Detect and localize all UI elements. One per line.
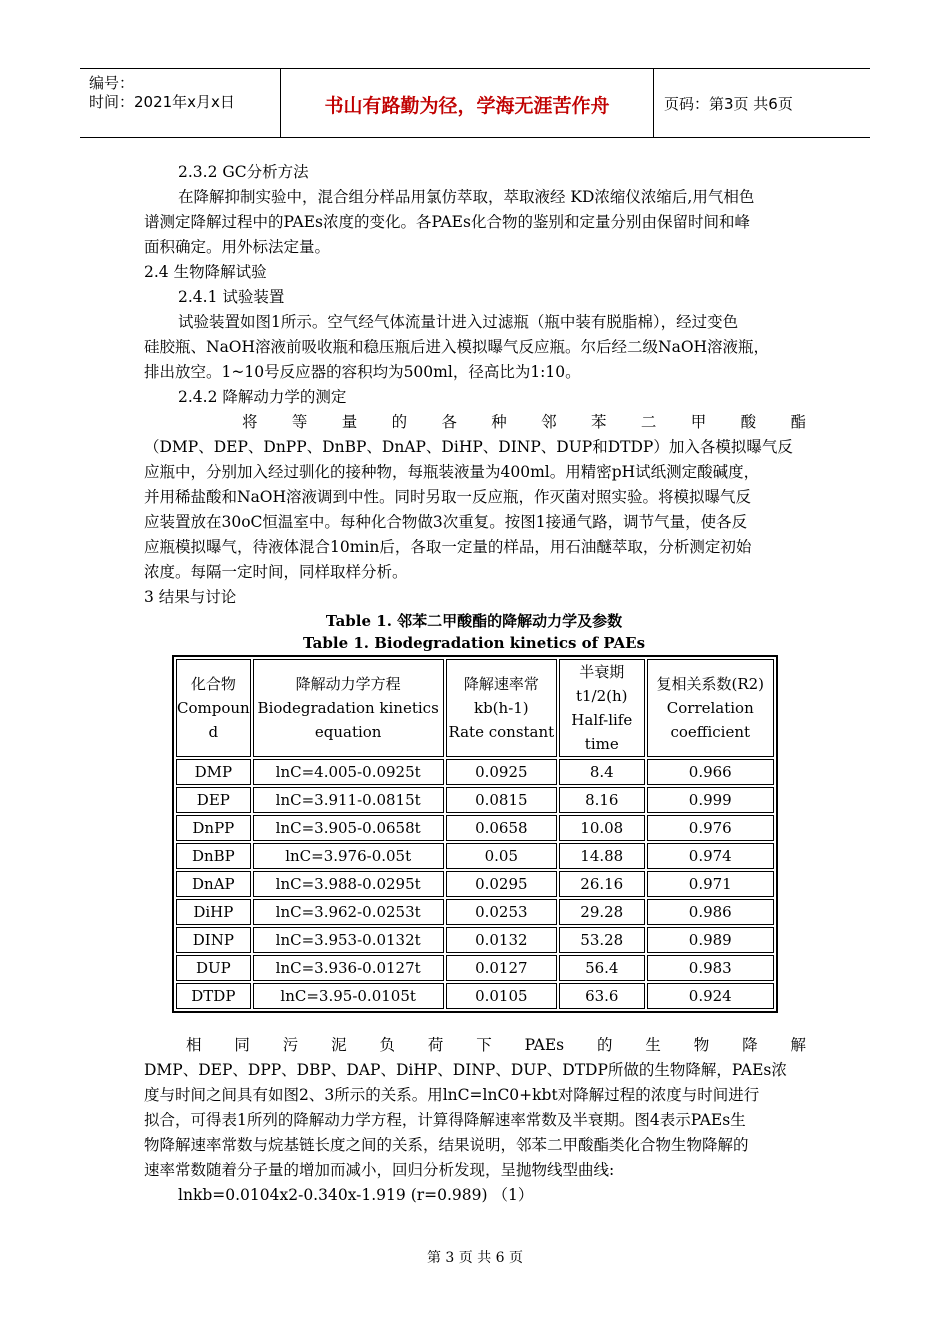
table-row [176, 843, 774, 869]
kinetics-table [172, 655, 778, 1013]
cell-equation: lnC=3.95-0.0105t [253, 983, 444, 1009]
cell-half-life: 56.4 [559, 955, 645, 981]
word: 苯 [591, 413, 607, 431]
header-center-cell [281, 69, 654, 137]
header-left-cell [80, 69, 281, 137]
paragraph-3-line-6: 应瓶模拟曝气，待液体混合10min后，各取一定量的样品，用石油醚萃取，分析测定初始 [144, 538, 752, 556]
word: 污 [282, 1036, 299, 1054]
cell-equation: lnC=3.911-0.0815t [253, 787, 444, 813]
cell-compound: DEP [176, 787, 251, 813]
table-row [176, 815, 774, 841]
cell-compound: DTDP [176, 983, 251, 1009]
cell-correlation: 0.976 [647, 815, 774, 841]
cell-rate: 0.0132 [446, 927, 557, 953]
cell-half-life: 8.4 [559, 759, 645, 785]
word: 邻 [541, 413, 557, 431]
word: 各 [441, 413, 457, 431]
paragraph-3-line-1 [242, 410, 806, 434]
paragraph-2-line-2: 硅胶瓶、NaOH溶液前吸收瓶和稳压瓶后进入模拟曝气反应瓶。尔后经二级NaOH溶液瓶， [144, 338, 770, 356]
header-half-life: 半衰期 t1/2(h) Half-life time [559, 659, 645, 757]
table-header-row [176, 659, 774, 757]
table-row [176, 927, 774, 953]
cell-equation: lnC=4.005-0.0925t [253, 759, 444, 785]
word: 降 [742, 1036, 758, 1054]
cell-equation: lnC=3.953-0.0132t [253, 927, 444, 953]
word: 下 [476, 1036, 492, 1054]
word: 量 [341, 413, 358, 431]
paragraph-3-line-2: （DMP、DEP、DnPP、DnBP、DnAP、DiHP、DINP、DUP和DTDP）加入各模拟曝气反 [144, 438, 793, 456]
header-correlation: 复相关系数(R2) Correlation coefficient [647, 659, 774, 757]
cell-compound: DiHP [176, 899, 251, 925]
header-motto: 书山有路勤为径，学海无涯苦作舟 [324, 95, 610, 117]
cell-half-life: 26.16 [559, 871, 645, 897]
word: 荷 [427, 1036, 444, 1054]
table-caption-cn: Table 1. 邻苯二甲酸酯的降解动力学及参数 [325, 612, 623, 630]
word: 等 [291, 413, 308, 431]
table-caption-en: Table 1. Biodegradation kinetics of PAEs [302, 634, 646, 652]
cell-correlation: 0.983 [647, 955, 774, 981]
cell-half-life: 29.28 [559, 899, 645, 925]
cell-compound: DMP [176, 759, 251, 785]
cell-correlation: 0.986 [647, 899, 774, 925]
header-compound: 化合物 Compoun d [176, 659, 251, 757]
paragraph-3-line-3: 应瓶中，分别加入经过驯化的接种物，每瓶装液量为400ml。用精密pH试纸测定酸碱度， [144, 463, 760, 481]
table-row [176, 983, 774, 1009]
table-row [176, 787, 774, 813]
page-footer: 第 3 页 共 6 页 [426, 1250, 524, 1266]
cell-compound: DUP [176, 955, 251, 981]
word: 种 [491, 413, 507, 431]
cell-compound: DnBP [176, 843, 251, 869]
cell-equation: lnC=3.936-0.0127t [253, 955, 444, 981]
cell-equation: lnC=3.988-0.0295t [253, 871, 444, 897]
document-number-label: 编号： [89, 74, 135, 92]
word: 的 [391, 413, 408, 431]
word: 负 [379, 1036, 396, 1054]
cell-correlation: 0.971 [647, 871, 774, 897]
paragraph-1-line-2: 谱测定降解过程中的PAEs浓度的变化。各PAEs化合物的鉴别和定量分别由保留时间和峰 [144, 213, 750, 231]
cell-rate: 0.0658 [446, 815, 557, 841]
paragraph-4-line-4: 拟合，可得表1所列的降解动力学方程，计算得降解速率常数及半衰期。图4表示PAEs生 [144, 1111, 746, 1129]
section-2-4-title: 2.4 生物降解试验 [144, 263, 267, 281]
cell-half-life: 8.16 [559, 787, 645, 813]
paragraph-4-line-2: DMP、DEP、DPP、DBP、DAP、DiHP、DINP、DUP、DTDP所做的生物降解，PAEs浓 [144, 1061, 787, 1079]
table-row [176, 899, 774, 925]
cell-half-life: 14.88 [559, 843, 645, 869]
word: 酯 [790, 413, 806, 431]
paragraph-1-line-3: 面积确定。用外标法定量。 [144, 238, 331, 256]
cell-rate: 0.0925 [446, 759, 557, 785]
cell-rate: 0.0105 [446, 983, 557, 1009]
word: 泥 [331, 1036, 347, 1054]
cell-half-life: 63.6 [559, 983, 645, 1009]
table-row [176, 759, 774, 785]
word: 将 [242, 413, 258, 431]
word: 酸 [740, 413, 757, 431]
word: 甲 [690, 413, 707, 431]
cell-rate: 0.0253 [446, 899, 557, 925]
word: 生 [645, 1036, 661, 1054]
paragraph-2-line-3: 排出放空。1~10号反应器的容积均为500ml，径高比为1:10。 [144, 363, 581, 381]
header-right-cell [654, 69, 870, 137]
header-rate-constant: 降解速率常 kb(h-1) Rate constant [446, 659, 557, 757]
paragraph-4-line-3: 度与时间之间具有如图2、3所示的关系。用lnC=lnC0+kbt对降解过程的浓度与时间进行 [144, 1086, 760, 1104]
equation-line: lnkb=0.0104x2-0.340x-1.919 (r=0.989) （1） [178, 1186, 534, 1204]
cell-equation: lnC=3.976-0.05t [253, 843, 444, 869]
paragraph-4-line-1 [186, 1033, 806, 1057]
paragraph-3-line-4: 并用稀盐酸和NaOH溶液调到中性。同时另取一反应瓶，作灭菌对照实验。将模拟曝气反 [144, 488, 752, 506]
paragraph-3-line-7: 浓度。每隔一定时间，同样取样分析。 [144, 563, 408, 581]
document-date-label: 时间：2021年x月x日 [89, 93, 235, 111]
word: 二 [640, 413, 657, 431]
header-equation: 降解动力学方程 Biodegradation kinetics equation [253, 659, 444, 757]
cell-rate: 0.0295 [446, 871, 557, 897]
cell-correlation: 0.999 [647, 787, 774, 813]
paragraph-4-line-5: 物降解速率常数与烷基链长度之间的关系，结果说明，邻苯二甲酸酯类化合物生物降解的 [144, 1136, 749, 1154]
section-3-title: 3 结果与讨论 [144, 588, 237, 606]
word: 的 [596, 1036, 613, 1054]
cell-rate: 0.0815 [446, 787, 557, 813]
word: 物 [693, 1036, 710, 1054]
cell-rate: 0.0127 [446, 955, 557, 981]
section-2-3-2-title: 2.3.2 GC分析方法 [178, 163, 309, 181]
cell-correlation: 0.989 [647, 927, 774, 953]
cell-correlation: 0.924 [647, 983, 774, 1009]
cell-half-life: 53.28 [559, 927, 645, 953]
table-row [176, 955, 774, 981]
cell-compound: DnAP [176, 871, 251, 897]
header-page-label: 页码：第3页 共6页 [664, 95, 793, 113]
page-header [80, 68, 870, 138]
word: 相 [186, 1036, 202, 1054]
cell-rate: 0.05 [446, 843, 557, 869]
cell-compound: DnPP [176, 815, 251, 841]
paragraph-4-line-6: 速率常数随着分子量的增加而减小，回归分析发现，呈抛物线型曲线: [144, 1161, 615, 1179]
cell-equation: lnC=3.962-0.0253t [253, 899, 444, 925]
cell-correlation: 0.974 [647, 843, 774, 869]
word: PAEs [524, 1036, 565, 1054]
cell-half-life: 10.08 [559, 815, 645, 841]
cell-correlation: 0.966 [647, 759, 774, 785]
word: 同 [234, 1036, 250, 1054]
paragraph-3-line-5: 应装置放在30oC恒温室中。每种化合物做3次重复。按图1接通气路，调节气量，使各反 [144, 513, 748, 531]
cell-compound: DINP [176, 927, 251, 953]
word: 解 [790, 1036, 806, 1054]
paragraph-1-line-1: 在降解抑制实验中，混合组分样品用氯仿萃取，萃取液经 KD浓缩仪浓缩后,用气相色 [178, 188, 755, 206]
cell-equation: lnC=3.905-0.0658t [253, 815, 444, 841]
table-row [176, 871, 774, 897]
section-2-4-2-title: 2.4.2 降解动力学的测定 [178, 388, 347, 406]
paragraph-2-line-1: 试验装置如图1所示。空气经气体流量计进入过滤瓶（瓶中装有脱脂棉），经过变色 [178, 313, 739, 331]
section-2-4-1-title: 2.4.1 试验装置 [178, 288, 285, 306]
